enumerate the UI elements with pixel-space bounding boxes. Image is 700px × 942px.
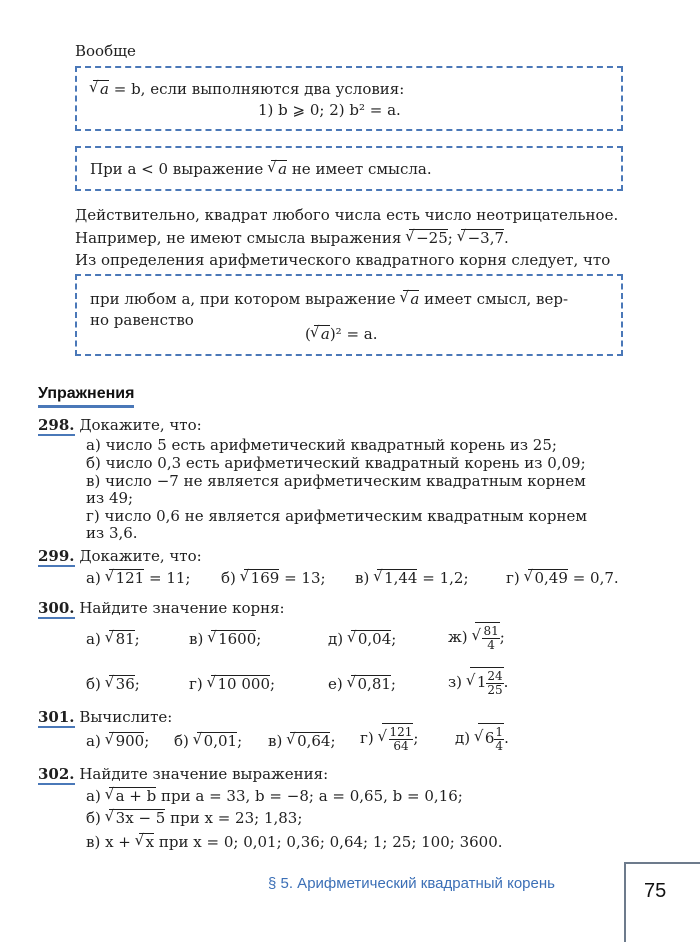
identity-line-1a: при любом a, при котором выражение — [90, 290, 396, 308]
ex300-number: 300. — [38, 599, 75, 617]
ex301-number: 301. — [38, 708, 75, 726]
ex299-header — [38, 547, 202, 565]
definition-line — [90, 80, 404, 98]
identity-line-1 — [90, 290, 568, 308]
ex298-item-c: в) число −7 не является арифметическим квадратным корнем — [86, 472, 586, 490]
ex299-item-d: г) √ 0,49 = 0,7. — [506, 569, 619, 587]
intro-text: Вообще — [75, 42, 136, 60]
ex299-title: Докажите, что: — [79, 547, 202, 565]
paragraph-line-2-text: Например, не имеют смысла выражения — [75, 229, 402, 247]
ex298-number: 298. — [38, 416, 75, 434]
definition-box — [75, 66, 623, 131]
identity-line-1b: имеет смысл, вер- — [424, 290, 569, 308]
ex301-title: Вычислите: — [79, 708, 173, 726]
ex301-item-g: г) √ $\frac{121}{64}$ ; — [360, 723, 418, 753]
ex300-title: Найдите значение корня: — [79, 599, 285, 617]
ex299-item-a: а) √ 121 = 11; — [86, 569, 190, 587]
ex301-header — [38, 708, 172, 726]
ex299-item-b: б) √ 169 = 13; — [221, 569, 326, 587]
ex301-item-a: а) √ 900; — [86, 732, 149, 750]
sqrt-a: √ a — [271, 160, 287, 177]
sqrt-a: √ a — [314, 325, 330, 342]
section-title: Упражнения — [38, 384, 134, 408]
ex298-item-a: а) число 5 есть арифметический квадратный корень из 25; — [86, 436, 557, 454]
ex302-item-c: в) x + √ x при x = 0; 0,01; 0,36; 0,64; 1; 25; 100; 3600. — [86, 833, 503, 851]
ex300-item-a: а) √ 81; — [86, 630, 140, 648]
paragraph-line-3: Из определения арифметического квадратного корня следует, что — [75, 251, 611, 269]
paragraph-line-1: Действительно, квадрат любого числа есть число неотрицательное. — [75, 206, 619, 224]
ex299-item-c: в) √ 1,44 = 1,2; — [355, 569, 469, 587]
identity-equation-tail: )² = a. — [329, 325, 378, 343]
ex302-item-a: а) √ a + b при a = 33, b = −8; a = 0,65, b = 0,16; — [86, 787, 463, 805]
ex300-item-zh: ж) √ $\frac{81}{4}$ ; — [448, 622, 505, 652]
ex299-number: 299. — [38, 547, 75, 565]
page-number: 75 — [644, 880, 667, 902]
ex300-item-b: б) √ 36; — [86, 675, 140, 693]
ex301-item-v: в) √ 0,64; — [268, 732, 336, 750]
ex302-header — [38, 765, 328, 783]
ex298-item-d: г) число 0,6 не является арифметическим квадратным корнем — [86, 507, 587, 525]
ex300-item-g: г) √ 10 000; — [189, 675, 275, 693]
negative-note-post: не имеет смысла. — [291, 160, 432, 178]
negative-note — [90, 160, 432, 178]
ex298-item-b: б) число 0,3 есть арифметический квадратный корень из 0,09; — [86, 454, 586, 472]
sqrt-example-1: √ −25 — [409, 229, 448, 246]
ex298-item-d-cont: из 3,6. — [86, 524, 138, 542]
ex298-title: Докажите, что: — [79, 416, 202, 434]
ex302-item-b: б) √ 3x − 5 при x = 23; 1,83; — [86, 809, 302, 827]
ex302-number: 302. — [38, 765, 75, 783]
sqrt-example-2: √ −3,7 — [461, 229, 504, 246]
ex301-item-b: б) √ 0,01; — [174, 732, 242, 750]
ex300-header — [38, 599, 285, 617]
ex300-item-v: в) √ 1600; — [189, 630, 261, 648]
identity-equation: (√ a)² = a. — [305, 325, 378, 343]
ex300-item-d: д) √ 0,04; — [328, 630, 396, 648]
chapter-footer: § 5. Арифметический квадратный корень — [268, 875, 555, 892]
definition-lead: = b, если выполняются два условия: — [113, 80, 405, 98]
ex300-item-z: з) √ 1 $\frac{24}{25}$ . — [448, 667, 508, 697]
ex302-title: Найдите значение выражения: — [79, 765, 329, 783]
ex298-item-c-cont: из 49; — [86, 489, 134, 507]
identity-line-2: но равенство — [90, 311, 194, 329]
sqrt-a: √ a — [93, 80, 109, 97]
negative-note-pre: При a < 0 выражение — [90, 160, 264, 178]
ex300-item-e: е) √ 0,81; — [328, 675, 396, 693]
sqrt-a: √ a — [403, 290, 419, 307]
ex301-item-d: д) √ 6 $\frac{1}{4}$ . — [455, 723, 509, 753]
definition-conditions: 1) b ⩾ 0; 2) b² = a. — [258, 101, 401, 119]
ex298-header — [38, 416, 202, 434]
paragraph-line-2: Например, не имеют смысла выражения √ −25; √ −3,7. — [75, 229, 509, 247]
